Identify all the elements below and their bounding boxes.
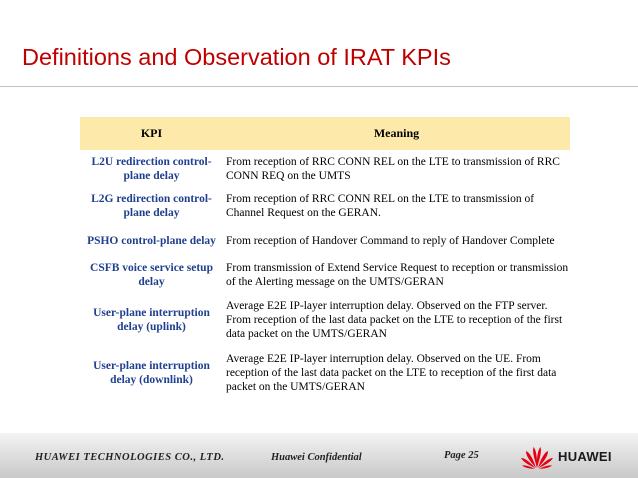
table-row bbox=[80, 187, 570, 224]
kpi-name-cell: User-plane interruption delay (downlink) bbox=[93, 360, 210, 386]
footer-company: HUAWEI TECHNOLOGIES CO., LTD. bbox=[35, 452, 225, 463]
table-header-row bbox=[80, 117, 570, 150]
table-row bbox=[80, 224, 570, 257]
meaning-column-header: Meaning bbox=[223, 117, 570, 150]
kpi-name-cell: L2G redirection control-plane delay bbox=[91, 192, 212, 219]
kpi-meaning-cell: From reception of RRC CONN REL on the LTE to transmission of Channel Request on the GERAN. bbox=[226, 192, 535, 219]
huawei-logo bbox=[518, 441, 630, 471]
footer-page-number: Page 25 bbox=[444, 450, 479, 461]
kpi-name-cell: PSHO control-plane delay bbox=[87, 234, 216, 247]
table-row bbox=[80, 347, 570, 399]
huawei-petals-icon bbox=[518, 441, 556, 471]
footer-confidential: Huawei Confidential bbox=[271, 452, 362, 463]
kpi-name-cell: User-plane interruption delay (uplink) bbox=[93, 307, 210, 333]
kpi-column-header: KPI bbox=[80, 117, 223, 150]
kpi-table bbox=[80, 117, 570, 399]
kpi-name-cell: L2U redirection control-plane delay bbox=[91, 155, 212, 182]
kpi-meaning-cell: Average E2E IP-layer interruption delay. Observed on the UE. From reception of the last data packet on the LTE to reception of the first data packet on the UMTS/GERAN bbox=[226, 353, 557, 393]
table-row bbox=[80, 257, 570, 293]
table-row bbox=[80, 150, 570, 187]
logo-wordmark: HUAWEI bbox=[558, 449, 612, 464]
kpi-name-cell: CSFB voice service setup delay bbox=[90, 262, 213, 288]
kpi-meaning-cell: From reception of Handover Command to reply of Handover Complete bbox=[226, 234, 555, 247]
title-divider bbox=[0, 86, 638, 87]
table-row bbox=[80, 293, 570, 347]
slide-title: Definitions and Observation of IRAT KPIs bbox=[22, 44, 451, 70]
kpi-meaning-cell: From transmission of Extend Service Request to reception or transmission of the Alerting message on the UMTS/GERAN bbox=[226, 262, 569, 288]
kpi-meaning-cell: From reception of RRC CONN REL on the LTE to transmission of RRC CONN REQ on the UMTS bbox=[226, 155, 560, 182]
kpi-meaning-cell: Average E2E IP-layer interruption delay. Observed on the FTP server. From reception of the last data packet on the LTE to reception of the first data packet on the UMTS/GERAN bbox=[226, 300, 563, 340]
